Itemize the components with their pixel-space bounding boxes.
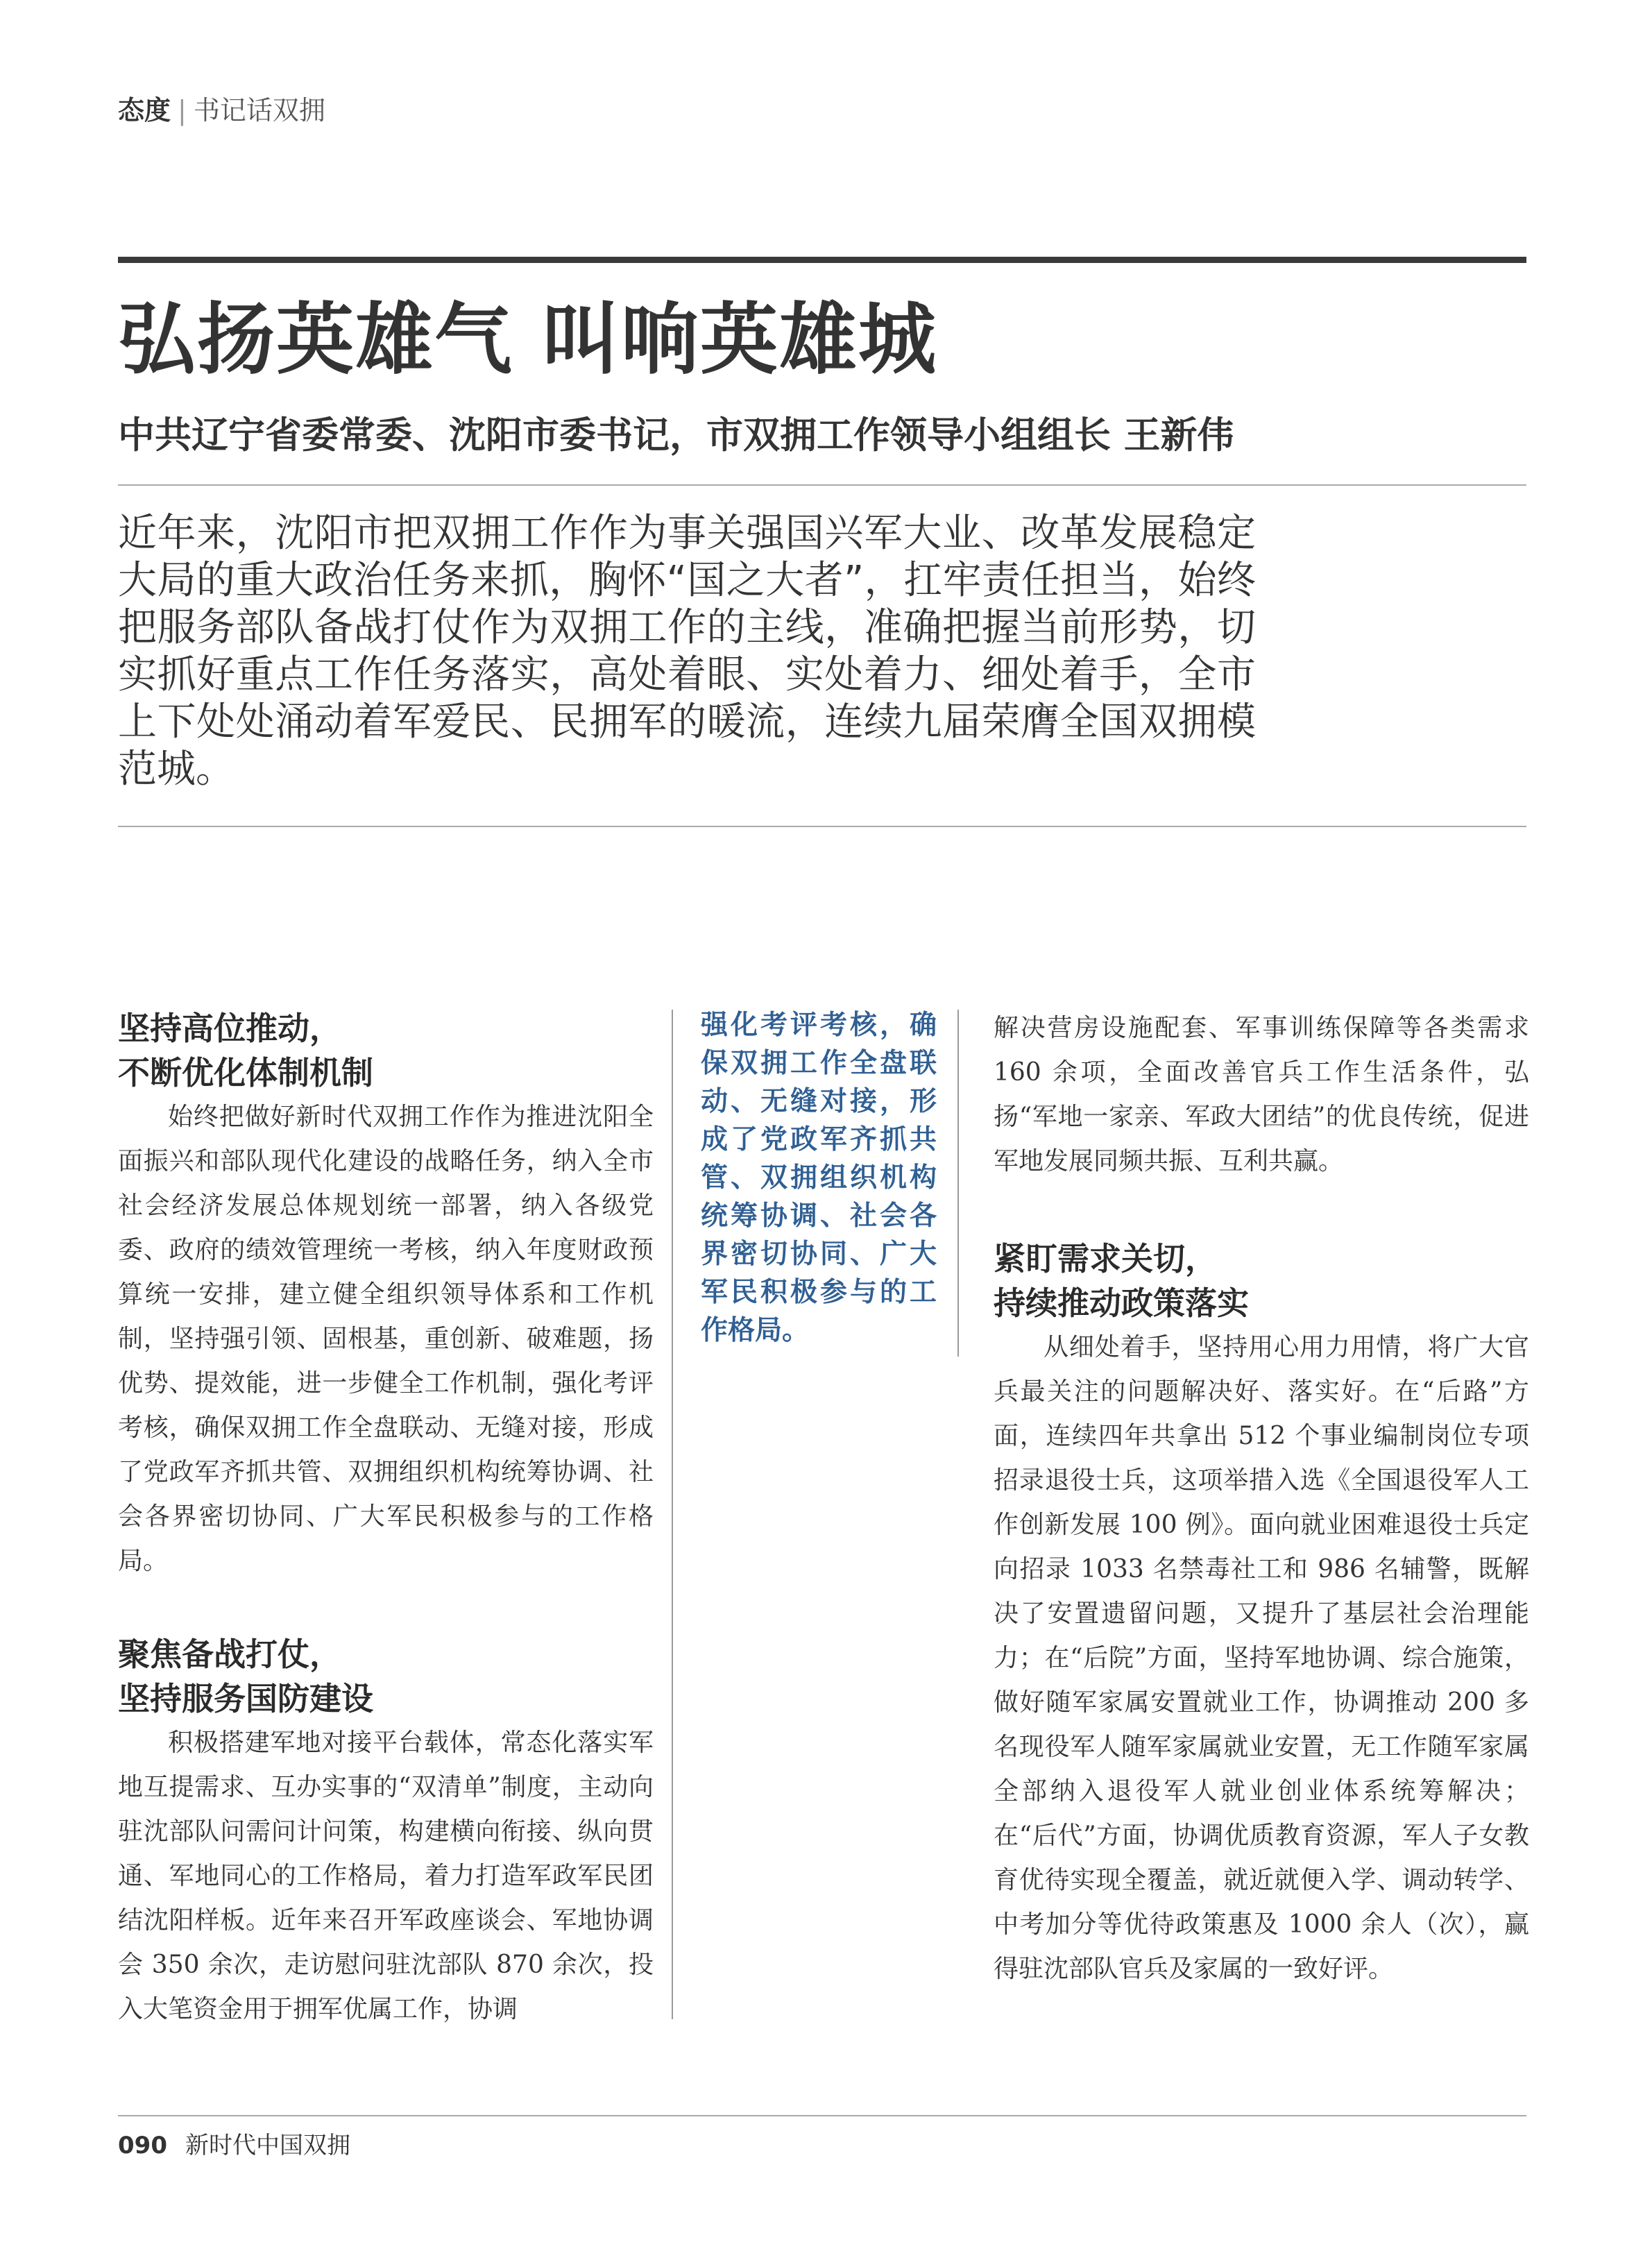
section-1-heading-line1: 坚持高位推动， — [118, 1010, 341, 1047]
section-2-body: 积极搭建军地对接平台载体，常态化落实军地互提需求、互办实事的“双清单”制度，主动向驻沈部队问需问计问策，构建横向衔接、纵向贯通、军地同心的工作格局，着力打造军政军民团结沈阳样板。近年来召开军政座谈会、军地协调会 350 余次，走访慰问驻沈部队 870 余次，投入大笔资金用于拥军优属工作，协调 — [118, 1729, 654, 2023]
section-3-heading-line1: 紧盯需求关切， — [994, 1240, 1217, 1277]
section-2-heading-line1: 聚焦备战打仗， — [118, 1636, 341, 1673]
section-1-heading-line2: 不断优化体制机制 — [118, 1054, 373, 1092]
byline-divider — [118, 484, 1526, 486]
column-left — [118, 1006, 654, 2032]
section-3-body: 从细处着手，坚持用心用力用情，将广大官兵最关注的问题解决好、落实好。在“后路”方面，连续四年共拿出 512 个事业编制岗位专项招录退役士兵，这项举措入选《全国退役军人工作创新发展 100 例》。面向就业困难退役士兵定向招录 1033 名禁毒社工和 986 名辅警，既解决了安置遗留问题，又提升了基层社会治理能力；在“后院”方面，坚持军地协调、综合施策，做好随军家属安置就业工作，协调推动 200 多名现役军人随军家属就业安置，无工作随军家属全部纳入退役军人就业创业体系统筹解决；在“后代”方面，协调优质教育资源，军人子女教育优待实现全覆盖，就近就便入学、调动转学、中考加分等优待政策惠及 1000 余人（次），赢得驻沈部队官兵及家属的一致好评。 — [994, 1333, 1529, 1983]
footer-rule — [118, 2115, 1526, 2116]
publication-name: 新时代中国双拥 — [185, 2132, 350, 2159]
article-byline: 中共辽宁省委常委、沈阳市委书记，市双拥工作领导小组组长 王新伟 — [118, 414, 1234, 457]
column-right — [994, 1006, 1529, 1992]
pull-quote: 强化考评考核，确保双拥工作全盘联动、无缝对接，形成了党政军齐抓共管、双拥组织机构统筹协调、社会各界密切协同、广大军民积极参与的工作格局。 — [701, 1010, 937, 1346]
section-separator: | — [178, 95, 187, 126]
lede-divider — [118, 826, 1526, 827]
section-1-body: 始终把做好新时代双拥工作作为推进沈阳全面振兴和部队现代化建设的战略任务，纳入全市社会经济发展总体规划统一部署，纳入各级党委、政府的绩效管理统一考核，纳入年度财政预算统一安排，建立健全组织领导体系和工作机制，坚持强引领、固根基，重创新、破难题，扬优势、提效能，进一步健全工作机制，强化考评考核，确保双拥工作全盘联动、无缝对接，形成了党政军齐抓共管、双拥组织机构统筹协调、社会各界密切协同、广大军民积极参与的工作格局。 — [118, 1103, 654, 1575]
column-divider-middle — [957, 1010, 959, 1357]
page-number: 090 — [118, 2132, 167, 2159]
section-label — [118, 94, 325, 127]
section-2-continuation: 解决营房设施配套、军事训练保障等各类需求 160 余项，全面改善官兵工作生活条件，弘扬“军地一家亲、军政大团结”的优良传统，促进军地发展同频共振、互利共赢。 — [994, 1014, 1529, 1175]
section-3-heading — [994, 1237, 1529, 1325]
top-rule — [118, 257, 1526, 263]
section-1-heading — [118, 1006, 654, 1095]
article-lede: 近年来，沈阳市把双拥工作作为事关强国兴军大业、改革发展稳定大局的重大政治任务来抓，胸怀“国之大者”，扛牢责任担当，始终把服务部队备战打仗作为双拥工作的主线，准确把握当前形势，切实抓好重点工作任务落实，高处着眼、实处着力、细处着手，全市上下处处涌动着军爱民、民拥军的暖流，连续九届荣膺全国双拥模范城。 — [118, 511, 1256, 792]
section-2-heading-line2: 坚持服务国防建设 — [118, 1680, 373, 1717]
section-3-heading-line2: 持续推动政策落实 — [994, 1284, 1249, 1322]
page-footer — [118, 2129, 350, 2162]
section-2-heading — [118, 1632, 654, 1721]
article-title: 弘扬英雄气 叫响英雄城 — [118, 295, 937, 385]
column-divider-left — [672, 1010, 673, 2019]
section-name: 态度 — [118, 95, 171, 126]
subsection-name: 书记话双拥 — [193, 95, 325, 126]
